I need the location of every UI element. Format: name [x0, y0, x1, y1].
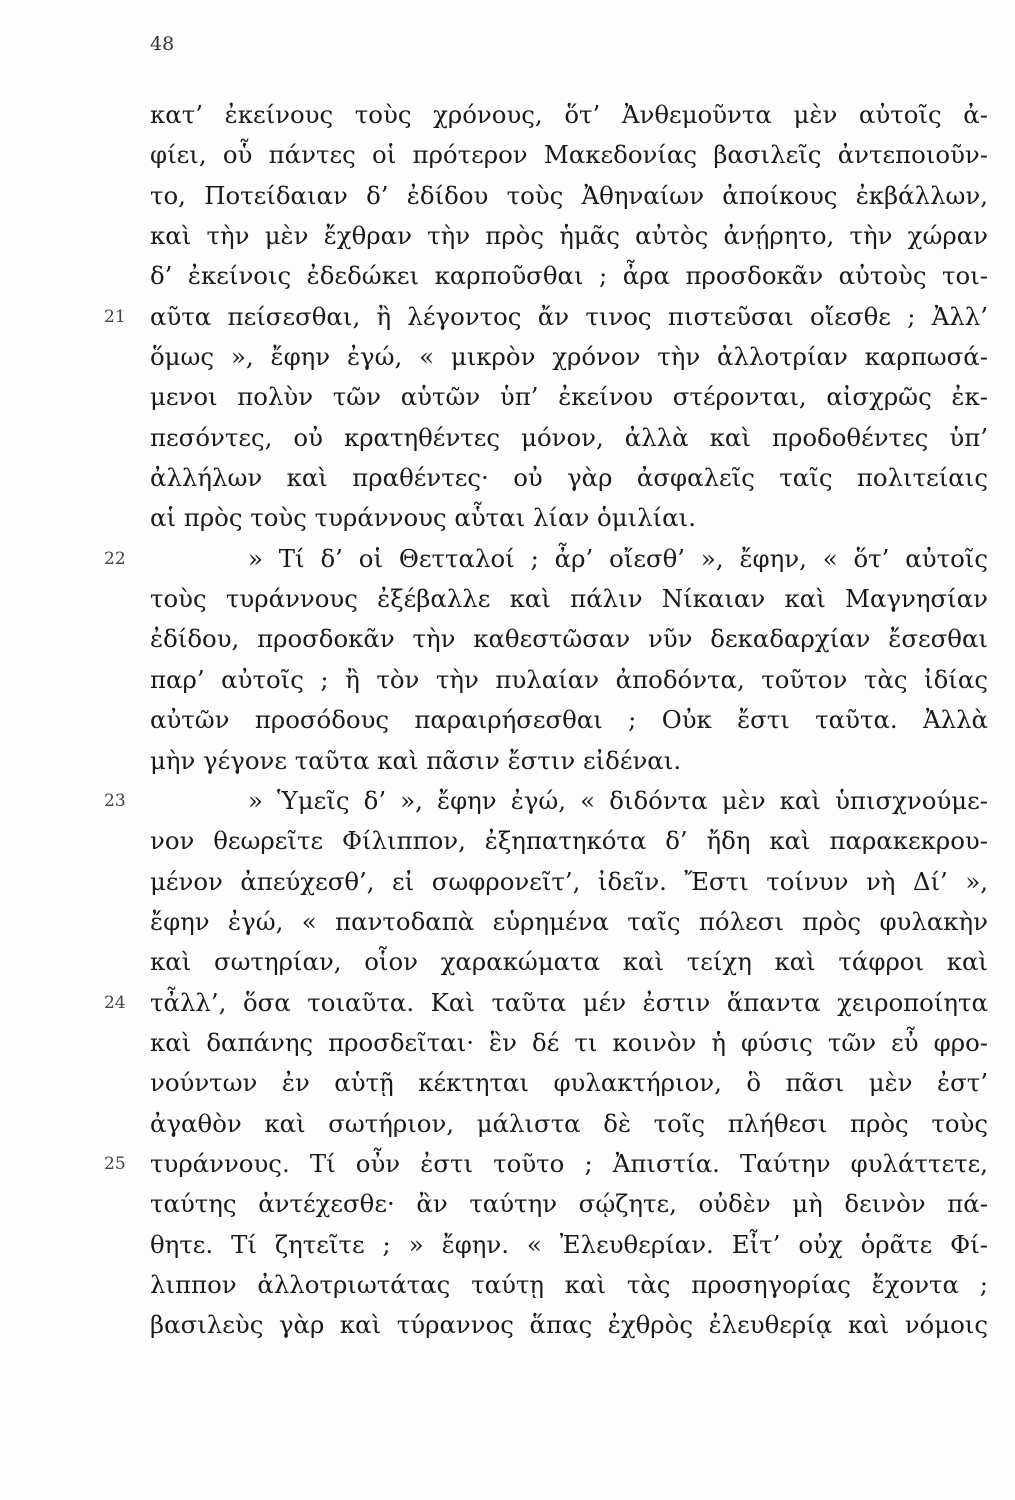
text-line [150, 862, 988, 902]
line-text: κατ’ ἐκείνους τοὺς χρόνους, ὅτ’ Ἀνθεμοῦντα μὲν αὐτοῖς ἀ- [150, 100, 988, 129]
text-line [150, 176, 988, 216]
line-text: φίει, οὗ πάντες οἱ πρότερον Μακεδονίας βασιλεῖς ἀντεποιοῦν- [150, 140, 988, 170]
section-number: 22 [104, 548, 126, 569]
text-line [150, 337, 988, 377]
text-line [104, 1144, 988, 1184]
text-line [150, 135, 988, 175]
line-text: τοὺς τυράννους ἐξέβαλλε καὶ πάλιν Νίκαιαν καὶ Μαγνησίαν [150, 584, 988, 614]
line-text: μένον ἀπεύχεσθ’, εἰ σωφρονεῖτ’, ἰδεῖν. Ἔστι τοίνυν νὴ Δί’ », [150, 866, 988, 896]
text-line [150, 579, 988, 619]
line-text: παρ’ αὐτοῖς ; ἢ τὸν τὴν πυλαίαν ἀποδόντα, τοῦτον τὰς ἰδίας [150, 664, 988, 694]
line-text: νούντων ἐν αὑτῇ κέκτηται φυλακτήριον, ὃ πᾶσι μὲν ἐστ’ [150, 1068, 988, 1098]
text-line [150, 418, 988, 458]
body-text [104, 95, 988, 1346]
text-line [104, 297, 988, 337]
line-text: ἔφην ἐγώ, « παντοδαπὰ εὑρημένα ταῖς πόλεσι πρὸς φυλακὴν [150, 906, 988, 936]
line-text: νον θεωρεῖτε Φίλιππον, ἐξηπατηκότα δ’ ἤδη καὶ παρακεκρου- [150, 826, 988, 856]
text-line [150, 1184, 988, 1224]
section-number: 21 [104, 306, 126, 327]
text-line [150, 95, 988, 135]
line-text: βασιλεὺς γὰρ καὶ τύραννος ἅπας ἐχθρὸς ἐλευθερίᾳ καὶ νόμοις [150, 1310, 988, 1340]
line-text: δ’ ἐκείνοις ἐδεδώκει καρποῦσθαι ; ἆρα προσδοκᾶν αὐτοὺς τοι- [150, 261, 988, 291]
text-line [150, 1063, 988, 1103]
line-text: » Τί δ’ οἱ Θετταλοί ; ἆρ’ οἴεσθ’ », ἔφην, « ὅτ’ αὐτοῖς [248, 543, 988, 573]
line-text: καὶ δαπάνης προσδεῖται· ἓν δέ τι κοινὸν ἡ φύσις τῶν εὖ φρο- [150, 1027, 988, 1057]
text-line [150, 1305, 988, 1345]
section-number: 24 [104, 992, 126, 1013]
section-number: 25 [104, 1153, 126, 1174]
text-line [150, 660, 988, 700]
section-number: 23 [104, 790, 126, 811]
line-text: ταύτης ἀντέχεσθε· ἂν ταύτην σῴζητε, οὐδὲν μὴ δεινὸν πά- [150, 1189, 988, 1219]
line-text: αἱ πρὸς τοὺς τυράννους αὗται λίαν ὁμιλίαι. [150, 503, 696, 533]
line-text: μενοι πολὺν τῶν αὑτῶν ὑπ’ ἐκείνου στέρονται, αἰσχρῶς ἐκ- [150, 382, 988, 412]
text-line [150, 377, 988, 417]
line-text: τἆλλ’, ὅσα τοιαῦτα. Καὶ ταῦτα μέν ἐστιν ἅπαντα χειροποίητα [150, 987, 988, 1017]
line-text: καὶ σωτηρίαν, οἷον χαρακώματα καὶ τείχη καὶ τάφροι καὶ [150, 947, 988, 977]
line-text: θητε. Τί ζητεῖτε ; » ἔφην. « Ἐλευθερίαν. Εἶτ’ οὐχ ὁρᾶτε Φί- [150, 1229, 988, 1259]
text-line [150, 1225, 988, 1265]
line-text: » Ὑμεῖς δ’ », ἔφην ἐγώ, « διδόντα μὲν καὶ ὑπισχνούμε- [248, 785, 988, 815]
text-line [150, 619, 988, 659]
line-text: λιππον ἀλλοτριωτάτας ταύτῃ καὶ τὰς προσηγορίας ἔχοντα ; [150, 1269, 988, 1299]
text-line [150, 1023, 988, 1063]
text-line [104, 983, 988, 1023]
text-line [150, 741, 988, 781]
line-text: το, Ποτείδαιαν δ’ ἐδίδου τοὺς Ἀθηναίων ἀποίκους ἐκβάλλων, [150, 180, 988, 210]
text-line [150, 821, 988, 861]
line-text: ἀλλήλων καὶ πραθέντες· οὐ γὰρ ἀσφαλεῖς ταῖς πολιτείαις [150, 463, 988, 493]
text-line [150, 458, 988, 498]
line-text: αὐτῶν προσόδους παραιρήσεσθαι ; Οὐκ ἔστι ταῦτα. Ἀλλὰ [150, 705, 988, 735]
text-line [150, 700, 988, 740]
line-text: αῦτα πείσεσθαι, ἢ λέγοντος ἄν τινος πιστεῦσαι οἴεσθε ; Ἀλλ’ [150, 301, 988, 331]
line-text: μὴν γέγονε ταῦτα καὶ πᾶσιν ἔστιν εἰδέναι. [150, 745, 682, 775]
line-text: τυράννους. Τί οὖν ἐστι τοῦτο ; Ἀπιστία. Ταύτην φυλάττετε, [150, 1148, 988, 1178]
page-number: 48 [150, 33, 175, 55]
text-line [150, 902, 988, 942]
line-text: ὅμως », ἔφην ἐγώ, « μικρὸν χρόνον τὴν ἀλλοτρίαν καρπωσά- [150, 342, 988, 372]
line-text: καὶ τὴν μὲν ἔχθραν τὴν πρὸς ἡμᾶς αὐτὸς ἀνῄρητο, τὴν χώραν [150, 221, 988, 251]
text-line [104, 781, 988, 821]
text-line [150, 498, 988, 538]
text-line [150, 256, 988, 296]
text-line [104, 539, 988, 579]
line-text: πεσόντες, οὐ κρατηθέντες μόνον, ἀλλὰ καὶ προδοθέντες ὑπ’ [150, 422, 988, 452]
text-line [150, 1265, 988, 1305]
line-text: ἀγαθὸν καὶ σωτήριον, μάλιστα δὲ τοῖς πλήθεσι πρὸς τοὺς [150, 1108, 988, 1138]
line-text: ἐδίδου, προσδοκᾶν τὴν καθεστῶσαν νῦν δεκαδαρχίαν ἔσεσθαι [150, 624, 988, 654]
text-line [150, 1104, 988, 1144]
text-line [150, 216, 988, 256]
text-line [150, 942, 988, 982]
